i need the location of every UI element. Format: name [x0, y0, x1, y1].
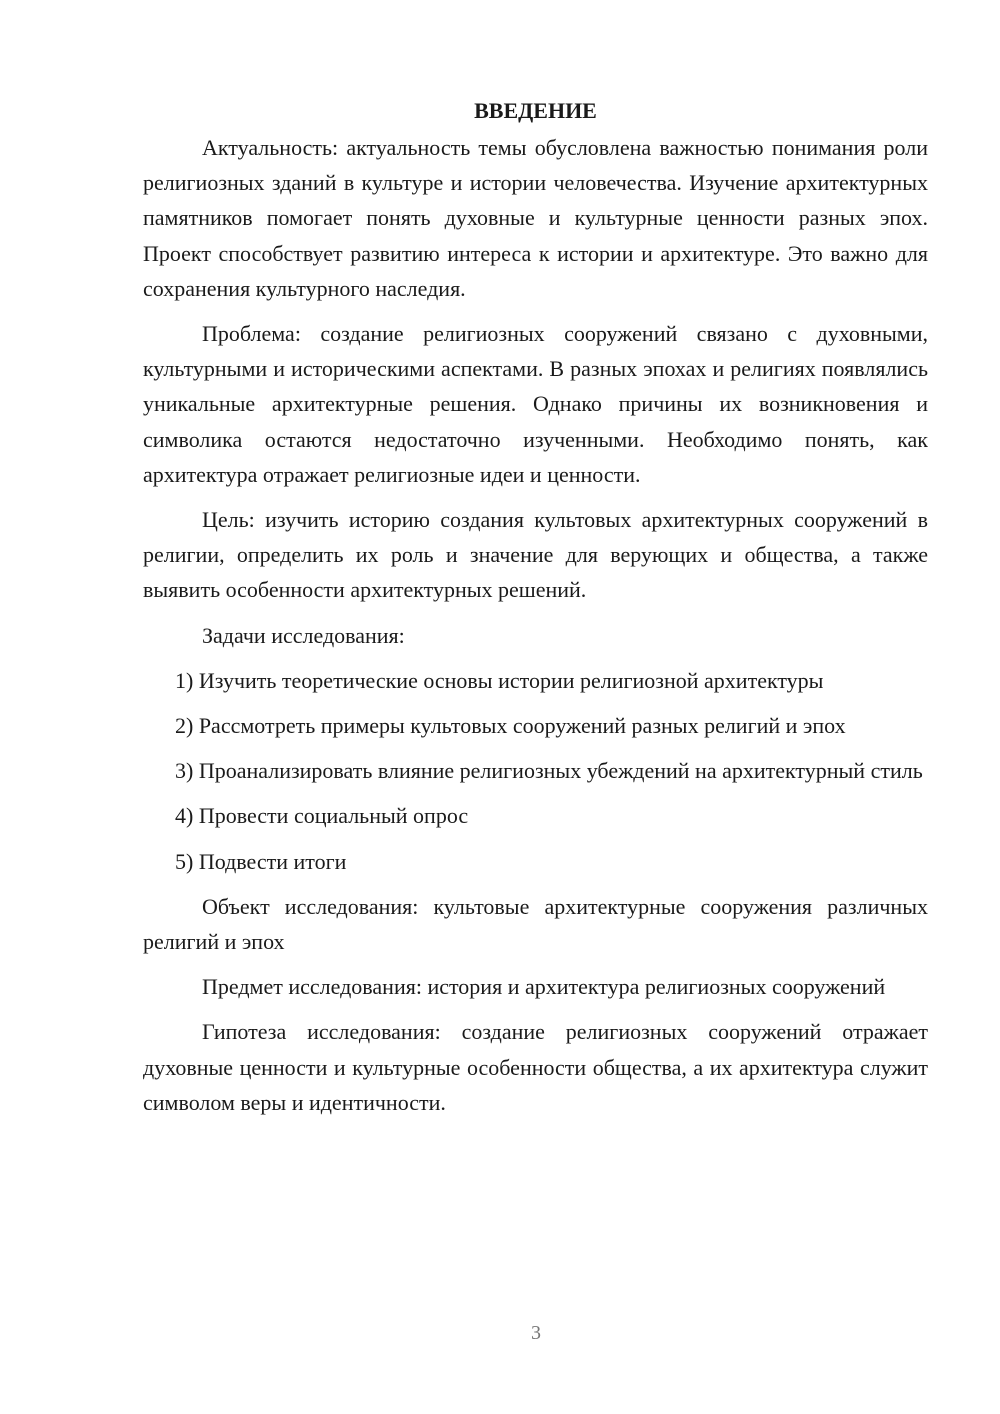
task-item-1: 1) Изучить теоретические основы истории религиозной архитектуры [175, 667, 824, 693]
page-number: 3 [531, 1322, 541, 1344]
task-item-2: 2) Рассмотреть примеры культовых сооружений разных религий и эпох [175, 713, 846, 739]
paragraph-tasks-heading: Задачи исследования: [202, 622, 405, 648]
paragraph-subject: Предмет исследования: история и архитектура религиозных сооружений [202, 974, 886, 1000]
paragraph-relevance: Актуальность: актуальность темы обусловлена важностью понимания роли религиозных зданий в культуре и истории человечества. Изучение архитектурных памятников помогает понять духовные и культурные ценности разных эпох. Проект способствует развитию интереса к истории и архитектуре. Это важно для сохранения культурного наследия. [143, 135, 928, 301]
paragraph-problem: Проблема: создание религиозных сооружений связано с духовными, культурными и историческими аспектами. В разных эпохах и религиях появлялись уникальные архитектурные решения. Однако причины их возникновения и символика остаются недостаточно изученными. Необходимо понять, как архитектура отражает религиозные идеи и ценности. [143, 321, 928, 487]
paragraph-hypothesis: Гипотеза исследования: создание религиозных сооружений отражает духовные ценности и культурные особенности общества, а их архитектура служит символом веры и идентичности. [143, 1019, 928, 1115]
document-page [143, 93, 928, 1130]
section-title: ВВЕДЕНИЕ [474, 98, 597, 123]
task-item-5: 5) Подвести итоги [175, 848, 347, 874]
task-item-3: 3) Проанализировать влияние религиозных убеждений на архитектурный стиль [175, 758, 923, 784]
paragraph-goal: Цель: изучить историю создания культовых архитектурных сооружений в религии, определить их роль и значение для верующих и общества, а также выявить особенности архитектурных решений. [143, 507, 928, 603]
task-item-4: 4) Провести социальный опрос [175, 803, 469, 829]
paragraph-object: Объект исследования: культовые архитектурные сооружения различных религий и эпох [143, 893, 928, 955]
